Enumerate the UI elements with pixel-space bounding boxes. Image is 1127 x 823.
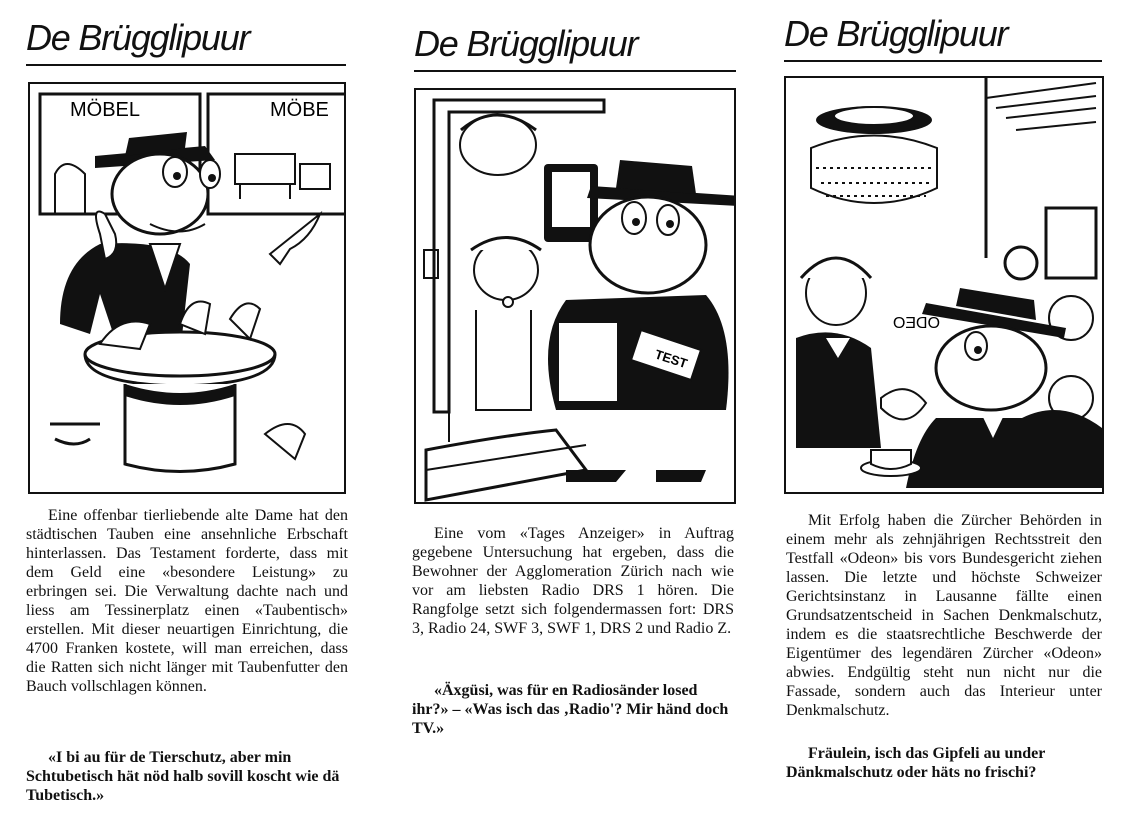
cartoon-caption-quote: «I bi au für de Tierschutz, aber min Schtubetisch hät nöd halb sovill koscht wie dä Tubetisch.» — [26, 749, 340, 804]
comic-title: De Brügglipuur — [784, 13, 1008, 54]
comic-title: De Brügglipuur — [414, 23, 638, 64]
cartoon-panel-radio-survey — [414, 88, 736, 504]
title-rule — [26, 64, 346, 66]
shop-sign: MÖBE — [270, 99, 329, 121]
comic-column-2 — [408, 0, 738, 823]
comic-column-1 — [22, 0, 354, 823]
cartoon-panel-odeon-cafe — [784, 76, 1104, 494]
article-body: Mit Erfolg haben die Zürcher Behörden in einem mehr als zehnjährigen Rechtsstreit den Testfall «Odeon» bis vors Bundesgericht ziehen lassen. Die letzte und höchste Schweizer Gerichtsinstanz in Lausanne fällte einen Grundsatzentscheid in Sachen Denkmalschutz, indem es die staatsrechtliche Beschwerde der Eigentümer des legendären Zürcher «Odeon» abwies. Endgültig steht nun nicht nur die Fassade, sondern auch das Interieur unter Denkmalschutz. — [786, 512, 1102, 719]
window-sign: ODEO — [892, 315, 940, 332]
cartoon-caption-quote: Fräulein, isch das Gipfeli au under Dänkmalschutz oder häts no frischi? — [786, 745, 1046, 781]
shop-sign: MÖBEL — [70, 99, 141, 121]
article-body: Eine offenbar tierliebende alte Dame hat den städtischen Tauben eine ansehnliche Erbschaft hinterlassen. Das Testament forderte, dass mit dem Geld eine «besondere Leistung» zu erbringen sei. Die Verwaltung dachte nach und liess am Tessinerplatz einen «Taubentisch» erstellen. Mit dieser neuartigen Einrichtung, die 4700 Franken kostete, will man erreichen, dass die Ratten sich nicht länger mit Taubenfutter den Bauch vollschlagen können. — [26, 507, 348, 695]
cartoon-illustration — [416, 90, 734, 502]
cartoon-panel-pigeon-table — [28, 82, 346, 494]
article-body: Eine vom «Tages Anzeiger» in Auftrag gegebene Untersuchung hat ergeben, dass die Bewohner der Agglomeration Zürich nach wie vor am liebsten Radio DRS 1 hören. Die Rangfolge setzt sich folgendermassen fort: DRS 3, Radio 24, SWF 3, SWF 1, DRS 2 und Radio Z. — [412, 525, 734, 637]
cartoon-caption-quote: «Äxgüsi, was für en Radiosänder losed ihr?» – «Was isch das ‚Radio'? Mir händ doch TV.» — [412, 682, 729, 737]
title-rule — [414, 70, 736, 72]
title-rule — [784, 60, 1102, 62]
comic-column-3 — [780, 0, 1110, 823]
cartoon-illustration — [30, 84, 344, 492]
cartoon-illustration — [786, 78, 1102, 492]
armband-label: TEST — [653, 346, 690, 372]
comic-title: De Brügglipuur — [26, 17, 250, 58]
